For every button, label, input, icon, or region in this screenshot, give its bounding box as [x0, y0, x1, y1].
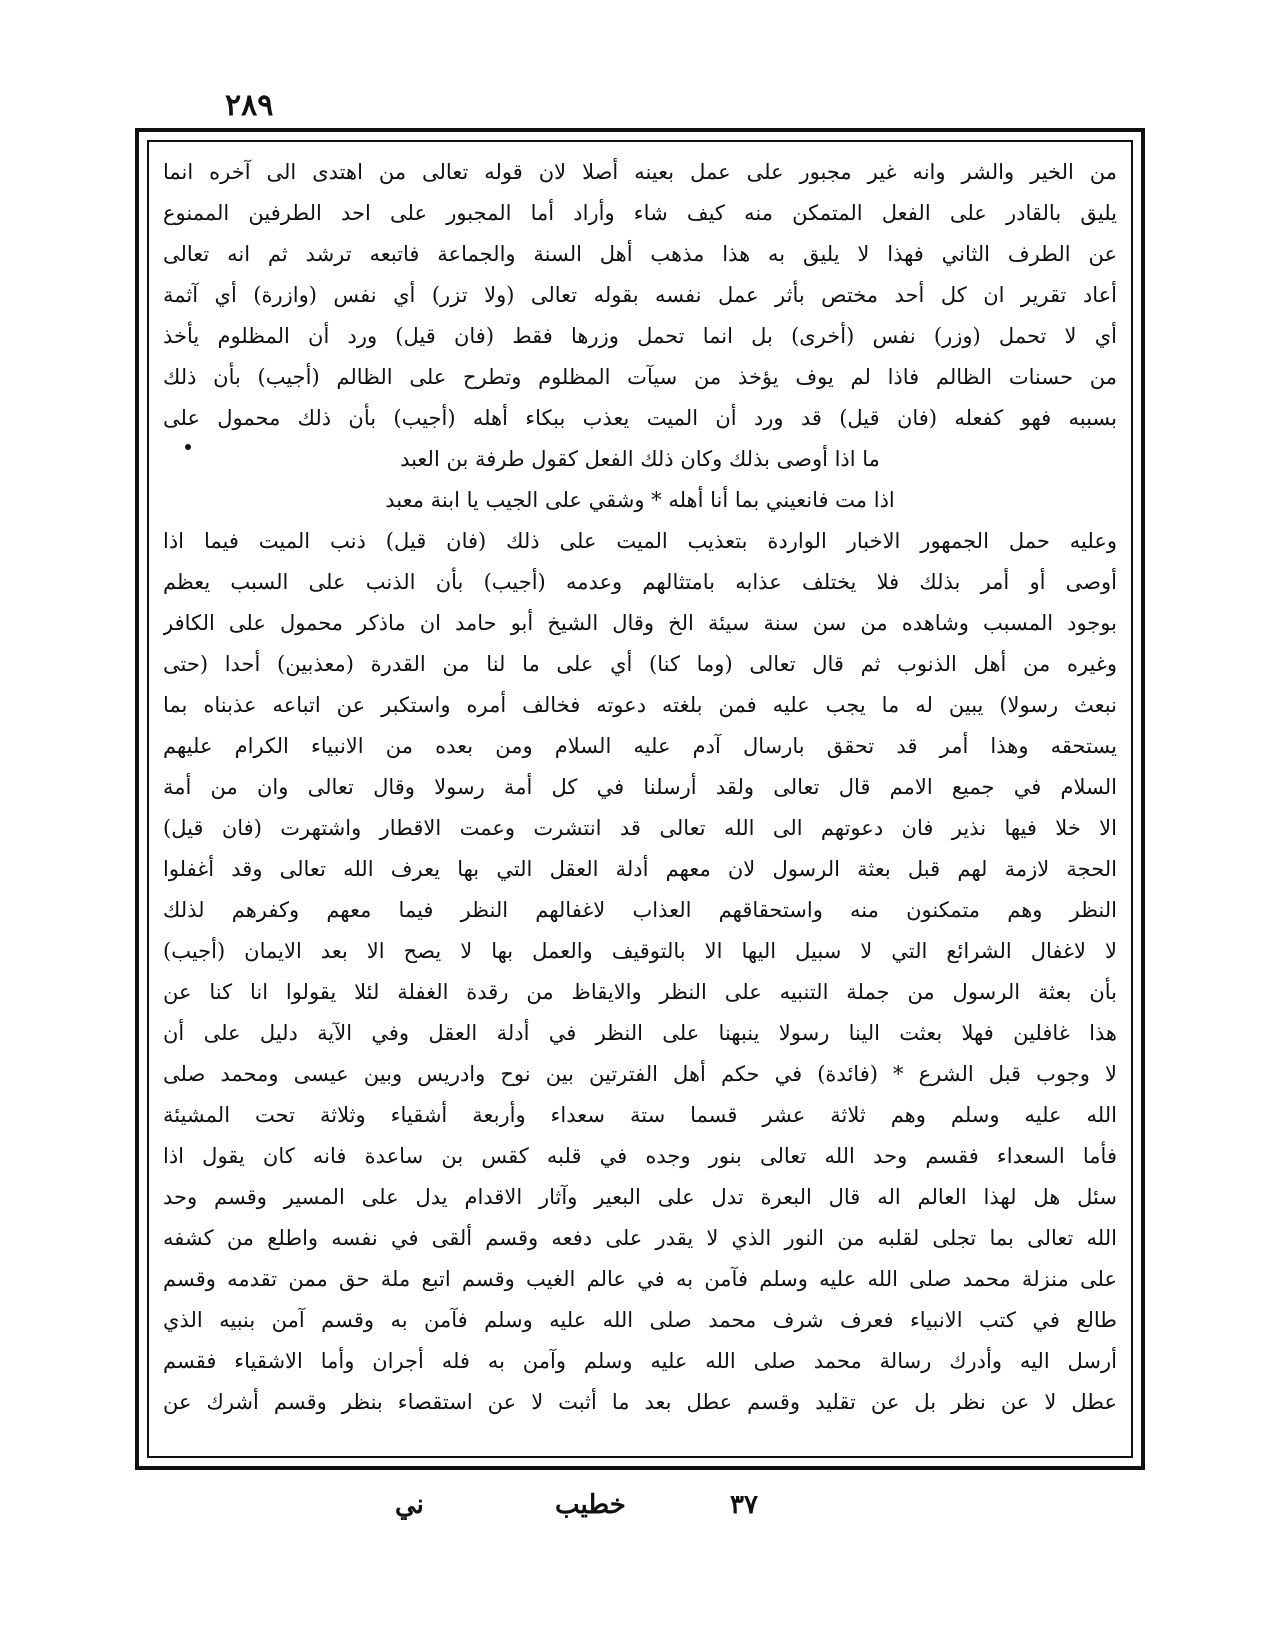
text-line: أرسل اليه وأدرك رسالة محمد صلى الله عليه وسلم وآمن به فله أجران وأما الاشقياء فقسم — [163, 1349, 1117, 1373]
page-frame-inner — [147, 140, 1133, 1458]
text-block — [163, 152, 1117, 1446]
text-line: الحجة لازمة لهم قبل بعثة الرسول لان معهم أدلة العقل التي بها يعرف الله تعالى وقد أغفلوا — [163, 857, 1117, 881]
text-line: أوصى أو أمر بذلك فلا يختلف عذابه بامتثالهم وعدمه (أجيب) بأن الذنب على السبب يعظم — [163, 570, 1117, 594]
text-line: الا خلا فيها نذير فان دعوتهم الى الله تعالى قد انتشرت وعمت الاقطار واشتهرت (فان قيل) — [163, 816, 1117, 840]
text-line: أي لا تحمل (وزر) نفس (أخرى) بل انما تحمل وزرها فقط (فان قيل) ورد أن المظلوم يأخذ — [163, 324, 1117, 348]
text-line: الله عليه وسلم وهم ثلاثة عشر قسما ستة سعداء وأربعة أشقياء وثلاثة تحت المشيئة — [163, 1103, 1117, 1127]
text-line: طالع في كتب الانبياء فعرف شرف محمد صلى الله عليه وسلم فآمن به وقسم آمن بنبيه الذي — [163, 1308, 1117, 1332]
text-line: على منزلة محمد صلى الله عليه وسلم فآمن به في عالم الغيب وقسم اتبع ملة حق ممن تقدمه وقسم — [163, 1267, 1117, 1291]
text-line: لا وجوب قبل الشرع * (فائدة) في حكم أهل الفترتين بين نوح وادريس وبين عيسى ومحمد صلى — [163, 1062, 1117, 1086]
text-line: يليق بالقادر على الفعل المتمكن منه كيف شاء وأراد أما المجبور على احد الطرفين الممنوع — [163, 201, 1117, 225]
footer-page-number: ٣٧ — [730, 1490, 758, 1520]
text-line: من الخير والشر وانه غير مجبور على عمل بعينه أصلا لان قوله تعالى من اهتدى الى آخره انما — [163, 160, 1117, 184]
text-line: وغيره من أهل الذنوب ثم قال تعالى (وما كنا) أي على ما لنا من القدرة (معذبين) أحدا (حتى — [163, 652, 1117, 676]
text-line: بوجود المسبب وشاهده من سن سنة سيئة الخ وقال الشيخ أبو حامد ان ماذكر محمول على الكافر — [163, 611, 1117, 635]
text-line: هذا غافلين فهلا بعثت الينا رسولا ينبهنا على النظر في أدلة العقل وفي الآية دليل على أن — [163, 1021, 1117, 1045]
text-line: من حسنات الظالم فاذا لم يوف يؤخذ من سيآت المظلوم وتطرح على الظالم (أجيب) بأن ذلك — [163, 365, 1117, 389]
text-line: اذا مت فانعيني بما أنا أهله * وشقي على الجيب يا ابنة معبد — [385, 488, 895, 512]
footer-word-ni: ني — [395, 1490, 424, 1520]
text-line: لا لاغفال الشرائع التي لا سبيل اليها الا بالتوقيف والعمل بها لا يصح الا بعد الايمان (أجيب) — [163, 939, 1117, 963]
text-line: عطل لا عن نظر بل عن تقليد وقسم عطل بعد ما أثبت لا عن استقصاء بنظر وقسم أشرك عن — [163, 1390, 1117, 1414]
page-footer — [0, 1490, 1275, 1530]
text-line: الله تعالى بما تجلى لقلبه من النور الذي لا يقدر على دفعه وقسم ألقى في نفسه واطلع من كشفه — [163, 1226, 1117, 1250]
footer-word-khateeb: خطيب — [555, 1490, 626, 1520]
text-line: سئل هل لهذا العالم اله قال البعرة تدل على البعير وآثار الاقدام يدل على المسير وقسم وحد — [163, 1185, 1117, 1209]
text-line: النظر وهم متمكنون منه واستحقاقهم العذاب لاغفالهم النظر فيما معهم وكفرهم لذلك — [163, 898, 1117, 922]
text-line: يستحقه وهذا أمر قد تحقق بارسال آدم عليه السلام ومن بعده من الانبياء الكرام عليهم — [163, 734, 1117, 758]
text-line: فأما السعداء فقسم وحد الله تعالى بنور وجده في قلبه كقس بن ساعدة فانه كان يقول اذا — [163, 1144, 1117, 1168]
text-line: نبعث رسولا) يبين له ما يجب عليه فمن بلغته دعوته فخالف أمره واستكبر عن اتباعه عذبناه بما — [163, 693, 1117, 717]
stray-dot — [185, 444, 191, 450]
text-line: بأن بعثة الرسول من جملة التنبيه على النظر والايقاظ من رقدة الغفلة لئلا يقولوا انا كنا عن — [163, 980, 1117, 1004]
page-frame-outer — [135, 128, 1145, 1470]
text-line: السلام في جميع الامم قال تعالى ولقد أرسلنا في كل أمة رسولا وقال تعالى وان من أمة — [163, 775, 1117, 799]
text-line: عن الطرف الثاني فهذا لا يليق به هذا مذهب أهل السنة والجماعة فاتبعه ترشد ثم انه تعالى — [163, 242, 1117, 266]
text-line: وعليه حمل الجمهور الاخبار الواردة بتعذيب الميت على ذلك (فان قيل) ذنب الميت فيما اذا — [163, 529, 1117, 553]
page-number-top: ٢٨٩ — [225, 88, 274, 123]
text-line: بسببه فهو كفعله (فان قيل) قد ورد أن الميت يعذب ببكاء أهله (أجيب) بأن ذلك محمول على — [163, 406, 1117, 430]
text-line: ما اذا أوصى بذلك وكان ذلك الفعل كقول طرفة بن العبد — [400, 447, 880, 471]
text-line: أعاد تقرير ان كل أحد مختص بأثر عمل نفسه بقوله تعالى (ولا تزر) أي نفس (وازرة) أي آثمة — [163, 283, 1117, 307]
